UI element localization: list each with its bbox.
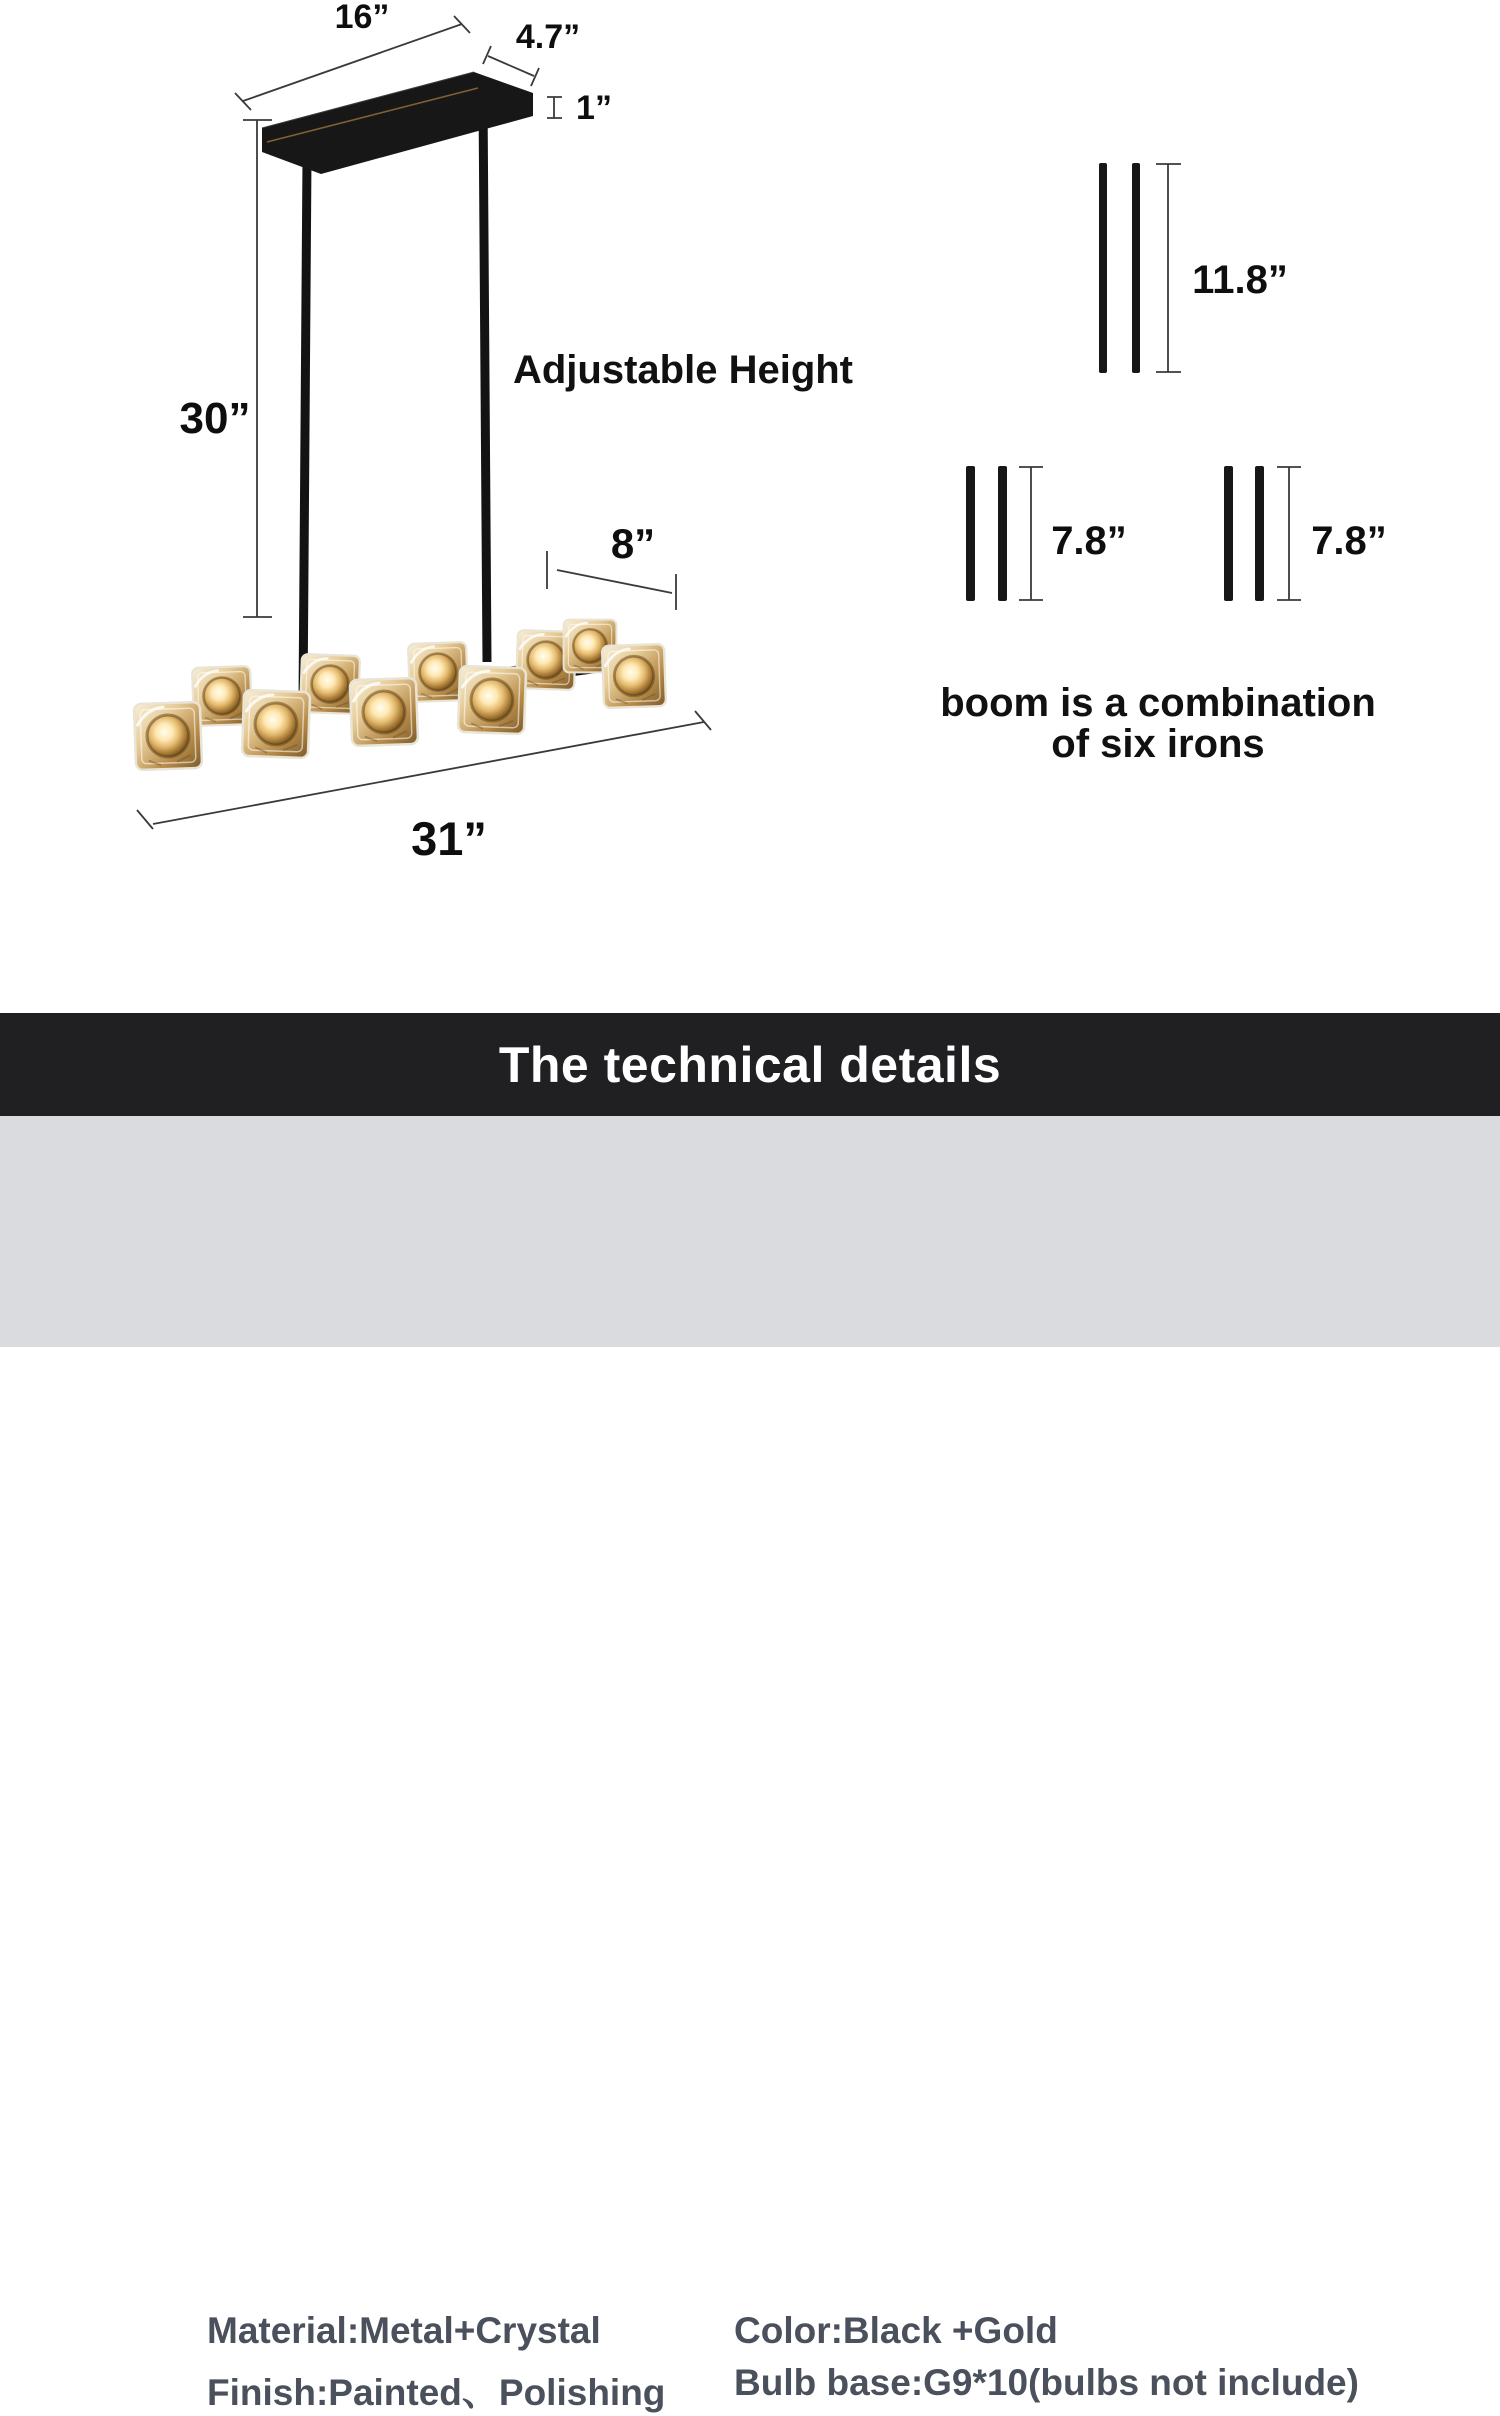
canopy-depth-label: 4.7” [515, 18, 581, 56]
fixture-length-label: 31” [411, 812, 487, 865]
ceiling-canopy [262, 72, 533, 174]
dimension-diagram [0, 0, 1500, 1013]
crystal-cube [458, 666, 526, 734]
rod-long-label: 11.8” [1192, 258, 1288, 302]
canopy-thickness-label: 1” [576, 89, 612, 127]
rod-short-b-label: 7.8” [1311, 519, 1387, 563]
iron-rod [1224, 466, 1233, 601]
detail-material: Material:Metal+Crystal [207, 2310, 601, 2351]
boom-note-line2: of six irons [1051, 722, 1265, 766]
technical-details-banner [0, 1013, 1500, 1116]
rod-short-a-dimension-line [1019, 467, 1043, 600]
fixture-depth-label: 8” [610, 520, 656, 567]
rod-short-b-dimension-line [1277, 467, 1301, 600]
detail-finish: Finish:Painted、Polishing [207, 2372, 666, 2413]
iron-rod [998, 466, 1007, 601]
detail-color: Color:Black +Gold [734, 2310, 1058, 2351]
section-title: The technical details [498, 1036, 1002, 1093]
boom-note-line1: boom is a combination [940, 681, 1376, 725]
iron-rod [966, 466, 975, 601]
drop-height-dimension-line [243, 120, 272, 617]
fixture-body [134, 620, 666, 771]
rod-short-a-label: 7.8” [1051, 519, 1127, 563]
rod-long-dimension-line [1156, 164, 1181, 372]
crystal-cube [242, 690, 310, 758]
crystal-cube [134, 702, 202, 770]
adjustable-height-label: Adjustable Height [512, 348, 854, 392]
drop-height-label: 30” [179, 394, 251, 443]
spare-rods-11in-group [1099, 163, 1140, 373]
technical-details-section [0, 1116, 1500, 2413]
canopy-thickness-dimension-line [547, 97, 562, 118]
iron-rod [1255, 466, 1264, 601]
crystal-cube [602, 644, 666, 708]
iron-rod [1099, 163, 1107, 373]
spare-rods-7in-left-group [966, 466, 1007, 601]
suspension-rod-left [303, 158, 307, 702]
canopy-width-label: 16” [334, 0, 390, 36]
crystal-cube [350, 678, 418, 746]
spare-rods-7in-right-group [1224, 466, 1264, 601]
suspension-rod-right [483, 98, 487, 662]
iron-rod [1132, 163, 1140, 373]
detail-bulb-base: Bulb base:G9*10(bulbs not include) [734, 2362, 1359, 2403]
